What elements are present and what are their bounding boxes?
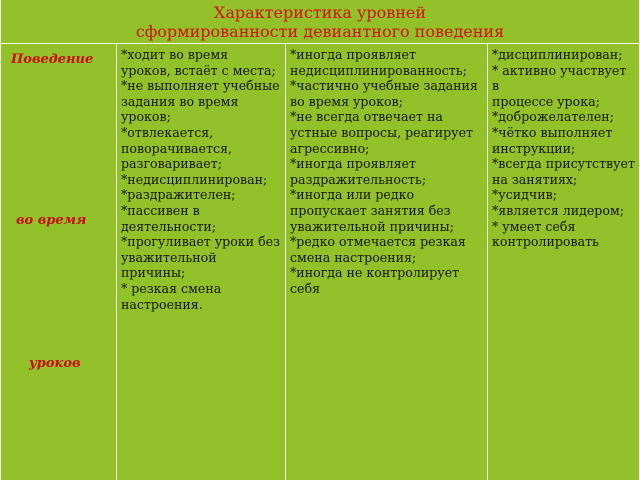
level-cell-high: *дисциплинирован; * активно участвует в процессе урока; *доброжелателен; *чётко выполняет инструкции; *всегда присутствует на занятиях; *усидчив; *является лидером; * умеет себя контролировать bbox=[492, 47, 635, 250]
title-line-1: Характеристика уровней bbox=[213, 3, 427, 22]
column-divider bbox=[116, 44, 117, 480]
column-divider bbox=[285, 44, 286, 480]
title-line-2: сформированности девиантного поведения bbox=[135, 22, 505, 41]
column-divider bbox=[487, 44, 488, 480]
table-border-left bbox=[0, 0, 1, 480]
row-label-part-3: уроков bbox=[29, 356, 81, 371]
level-cell-low: *ходит во время уроков, встаёт с места; *не выполняет учебные задания во время уроков; *отвлекается, поворачивается, разговаривает; *недисциплинирован; *раздражителен; *пассивен в деятельности; *прогуливает уроки без уважительной причины; * резкая смена настроения. bbox=[121, 47, 280, 312]
level-cell-medium: *иногда проявляет недисциплинированность; *частично учебные задания во время уроков; *не всегда отвечает на устные вопросы, реагирует агрессивно; *иногда проявляет раздражительность; *иногда или редко пропускает занятия без уважительной причины; *редко отмечается резкая смена настроения; *иногда не контролирует себя bbox=[290, 47, 478, 296]
row-label-part-1: Поведение bbox=[11, 52, 94, 67]
table-title bbox=[0, 0, 640, 44]
row-label-part-2: во время bbox=[16, 213, 87, 228]
